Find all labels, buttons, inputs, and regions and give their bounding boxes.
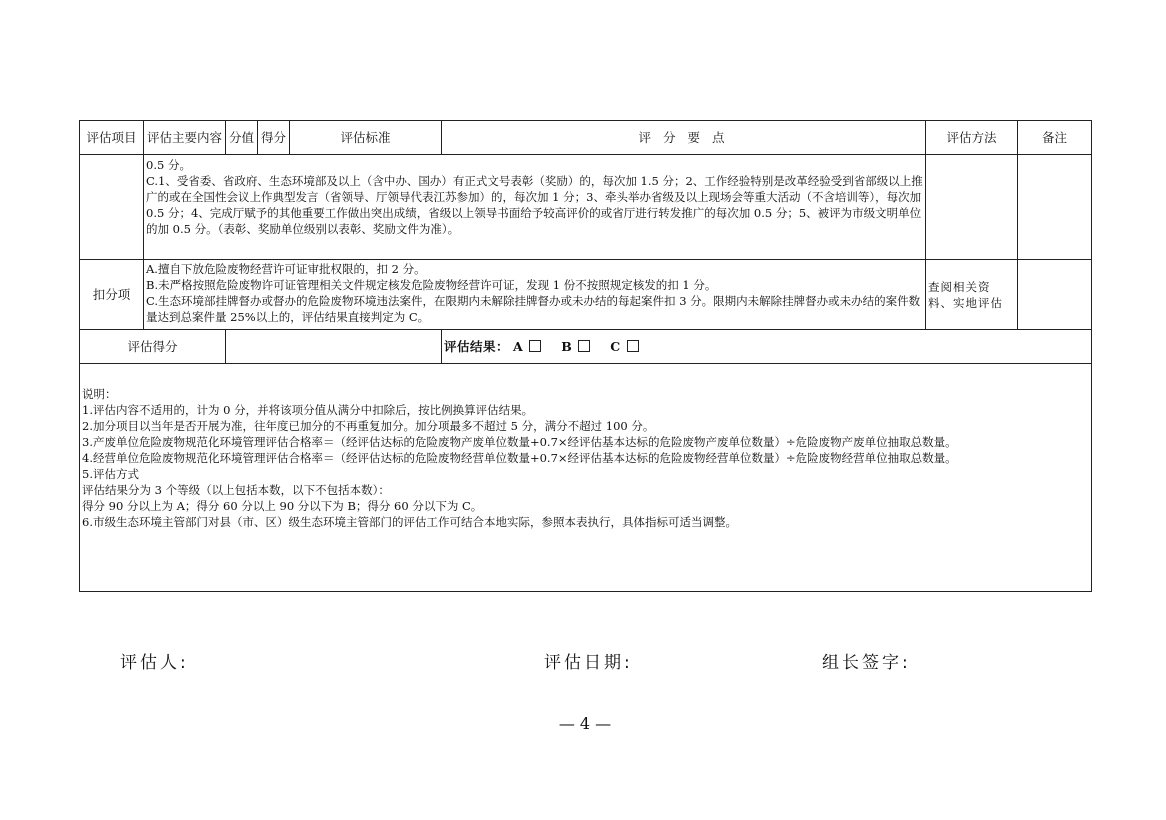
header-scoring-points: 评 分 要 点 — [442, 121, 926, 155]
header-assessment-item: 评估项目 — [80, 121, 144, 155]
notes-cell — [80, 364, 1092, 592]
deduct-line-c: C.生态环境部挂牌督办或督办的危险废物环境违法案件，在限期内未解除挂牌督办或未办结的每起案件扣 3 分。限期内未解除挂牌督办或未办结的案件数量达到总案件量 25%以上的，评估结果直接判定为 C。 — [146, 294, 921, 324]
deduct-line-a: A.擅自下放危险废物经营许可证审批权限的，扣 2 分。 — [146, 262, 426, 276]
table-header-row — [80, 121, 1092, 155]
deduct-text-cell — [144, 260, 926, 330]
header-points: 分值 — [226, 121, 258, 155]
bonus-text-cell — [144, 155, 926, 260]
note-2: 2.加分项目以当年是否开展为准，往年度已加分的不再重复加分。加分项最多不超过 5 分，满分不超过 100 分。 — [82, 419, 655, 433]
leader-signature-label: 组长签字: — [822, 653, 911, 673]
note-title: 说明： — [82, 387, 117, 401]
deduct-method-cell — [926, 260, 1018, 330]
bonus-row — [80, 155, 1092, 260]
note-6: 6.市级生态环境主管部门对县（市、区）级生态环境主管部门的评估工作可结合本地实际，参照本表执行，具体指标可适当调整。 — [82, 515, 737, 529]
deduct-line-b: B.未严格按照危险废物许可证管理相关文件规定核发危险废物经营许可证，发现 1 份不按照规定核发的扣 1 分。 — [146, 278, 717, 292]
result-option-c: C — [610, 338, 621, 354]
notes-row — [80, 364, 1092, 592]
header-score: 得分 — [258, 121, 290, 155]
note-4: 4.经营单位危险废物规范化环境管理评估合格率＝（经评估达标的危险废物经营单位数量+0.7×经评估基本达标的危险废物经营单位数量）÷危险废物经营单位抽取总数量。 — [82, 451, 957, 465]
result-cell — [442, 330, 1092, 364]
header-method: 评估方法 — [926, 121, 1018, 155]
result-label: 评估结果： — [444, 338, 510, 354]
result-a-checkbox[interactable] — [529, 340, 541, 352]
score-value-cell — [226, 330, 442, 364]
result-c-checkbox[interactable] — [627, 340, 639, 352]
header-main-content: 评估主要内容 — [144, 121, 226, 155]
bonus-item-cell — [80, 155, 144, 260]
assessor-signature-label: 评估人: — [120, 653, 189, 673]
deduct-remarks-cell — [1018, 260, 1092, 330]
result-option-b: B — [561, 338, 573, 354]
page-number: — 4 — — [558, 714, 612, 733]
result-b-checkbox[interactable] — [578, 340, 590, 352]
assessment-date-label: 评估日期: — [544, 653, 633, 673]
bonus-line-1: 0.5 分。 — [146, 158, 191, 172]
note-5: 5.评估方式 — [82, 467, 139, 481]
score-row — [80, 330, 1092, 364]
score-label: 评估得分 — [80, 330, 226, 364]
note-5-grades: 得分 90 分以上为 A；得分 60 分以上 90 分以下为 B；得分 60 分以下为 C。 — [82, 499, 483, 513]
deduct-item-label: 扣分项 — [80, 260, 144, 330]
header-remarks: 备注 — [1018, 121, 1092, 155]
note-5-levels: 评估结果分为 3 个等级（以上包括本数，以下不包括本数）： — [82, 483, 390, 497]
header-criteria: 评估标准 — [290, 121, 442, 155]
note-3: 3.产废单位危险废物规范化环境管理评估合格率＝（经评估达标的危险废物产废单位数量+0.7×经评估基本达标的危险废物产废单位数量）÷危险废物产废单位抽取总数量。 — [82, 435, 957, 449]
deduct-method-text: 查阅相关资料、实地评估 — [928, 279, 1003, 310]
assessment-table — [79, 120, 1092, 592]
result-option-a: A — [513, 338, 524, 354]
bonus-method-cell — [926, 155, 1018, 260]
deduct-row — [80, 260, 1092, 330]
bonus-remarks-cell — [1018, 155, 1092, 260]
note-1: 1.评估内容不适用的，计为 0 分，并将该项分值从满分中扣除后，按比例换算评估结果。 — [82, 403, 534, 417]
bonus-line-2: C.1、受省委、省政府、生态环境部及以上（含中办、国办）有正式文号表彰（奖励）的，每次加 1.5 分；2、工作经验特别是改革经验受到省部级以上推广的或在全国性会议上作典型发言（省领导、厅领导代表江苏参加）的，每次加 1 分；3、牵头举办省级及以上现场会等重大活动（不含培训等），每次加 0.5 分；4、完成厅赋予的其他重要工作做出突出成绩，省级以上领导书面给予较高评价的或省厅进行转发推广的每次加 0.5 分；5、被评为市级文明单位的加 0.5 分。（表彰、奖励单位级别以表彰、奖励文件为准）。 — [146, 174, 923, 236]
